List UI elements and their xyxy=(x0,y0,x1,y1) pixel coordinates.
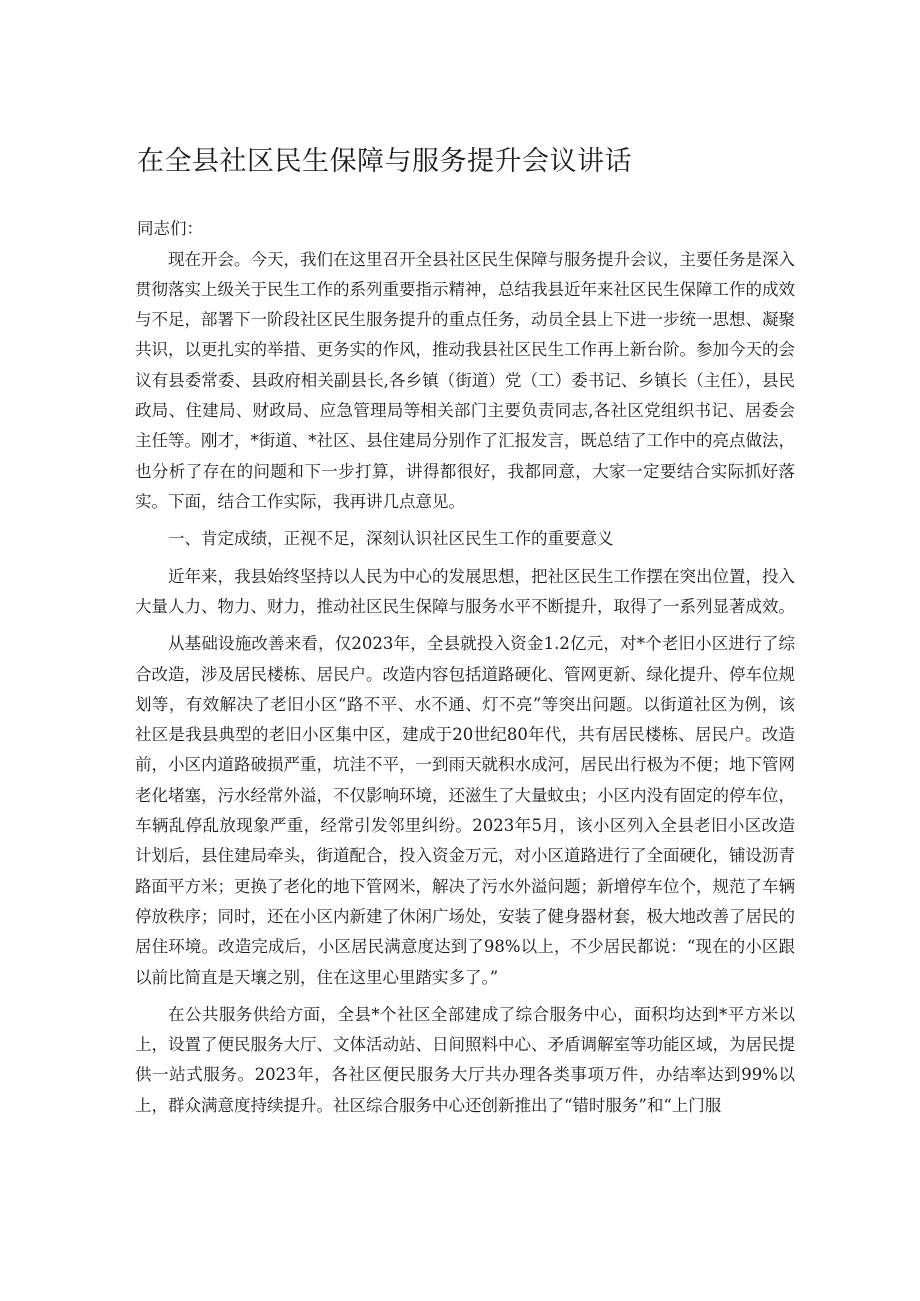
document-page xyxy=(135,140,795,1128)
section-heading-1: 一、肯定成绩，正视不足，深刻认识社区民生工作的重要意义 xyxy=(168,529,614,549)
paragraph-opening: 现在开会。今天，我们在这里召开全县社区民生保障与服务提升会议，主要任务是深入贯彻落实上级关于民生工作的系列重要指示精神，总结我县近年来社区民生保障工作的成效与不足，部署下一阶段社区民生服务提升的重点任务，动员全县上下进一步统一思想、凝聚共识，以更扎实的举措、更务实的作风，推动我县社区民生工作再上新台阶。参加今天的会议有县委常委、县政府相关副县长,各乡镇（街道）党（工）委书记、乡镇长（主任），县民政局、住建局、财政局、应急管理局等相关部门主要负责同志,各社区党组织书记、居委会主任等。刚才，*街道、*社区、县住建局分别作了汇报发言，既总结了工作中的亮点做法，也分析了存在的问题和下一步打算，讲得都很好，我都同意，大家一定要结合实际抓好落实。下面，结合工作实际，我再讲几点意见。 xyxy=(135,249,795,511)
salutation: 同志们： xyxy=(137,219,203,238)
paragraph-public-service: 在公共服务供给方面，全县*个社区全部建成了综合服务中心，面积均达到*平方米以上，设置了便民服务大厅、文体活动站、日间照料中心、矛盾调解室等功能区域，为居民提供一站式服务。2023年，各社区便民服务大厅共办理各类事项万件，办结率达到99%以上，群众满意度持续提升。社区综合服务中心还创新推出了“错时服务”和“上门服 xyxy=(135,1004,795,1115)
paragraph-achievements: 近年来，我县始终坚持以人民为中心的发展思想，把社区民生工作摆在突出位置，投入大量人力、物力、财力，推动社区民生保障与服务水平不断提升，取得了一系列显著成效。 xyxy=(135,566,795,616)
page-title: 在全县社区民生保障与服务提升会议讲话 xyxy=(137,146,632,177)
paragraph-infrastructure: 从基础设施改善来看，仅2023年，全县就投入资金1.2亿元，对*个老旧小区进行了综合改造，涉及居民楼栋、居民户。改造内容包括道路硬化、管网更新、绿化提升、停车位规划等，有效解决了老旧小区“路不平、水不通、灯不亮”等突出问题。以街道社区为例，该社区是我县典型的老旧小区集中区，建成于20世纪80年代，共有居民楼栋、居民户。改造前，小区内道路破损严重，坑洼不平，一到雨天就积水成河，居民出行极为不便；地下管网老化堵塞，污水经常外溢，不仅影响环境，还滋生了大量蚊虫；小区内没有固定的停车位，车辆乱停乱放现象严重，经常引发邻里纠纷。2023年5月，该小区列入全县老旧小区改造计划后，县住建局牵头，街道配合，投入资金万元，对小区道路进行了全面硬化，铺设沥青路面平方米；更换了老化的地下管网米，解决了污水外溢问题；新增停车位个，规范了车辆停放秩序；同时，还在小区内新建了休闲广场处，安装了健身器材套，极大地改善了居民的居住环境。改造完成后，小区居民满意度达到了98%以上，不少居民都说：“现在的小区跟以前比简直是天壤之别，住在这里心里踏实多了。” xyxy=(135,634,795,987)
